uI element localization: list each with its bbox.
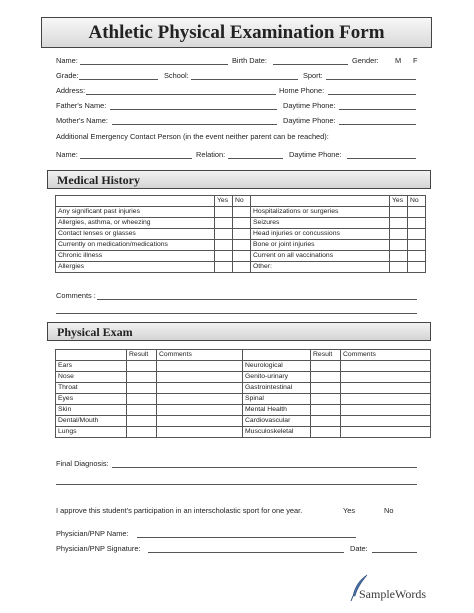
table-row bbox=[56, 240, 426, 251]
condition-label: Other: bbox=[251, 262, 390, 273]
ec-name-field[interactable] bbox=[80, 158, 192, 159]
result-cell[interactable] bbox=[311, 361, 341, 372]
header-cell bbox=[251, 196, 390, 207]
birth-date-label: Birth Date: bbox=[232, 56, 267, 65]
comments-cell[interactable] bbox=[157, 383, 243, 394]
fathers-daytime-phone-label: Daytime Phone: bbox=[283, 101, 336, 110]
address-field[interactable] bbox=[86, 94, 276, 95]
result-cell[interactable] bbox=[127, 405, 157, 416]
exam-item-label: Lungs bbox=[56, 427, 127, 438]
mothers-daytime-phone-field[interactable] bbox=[339, 124, 416, 125]
comments-label: Comments : bbox=[56, 291, 96, 300]
approval-no-option[interactable]: No bbox=[384, 506, 394, 515]
table-row bbox=[56, 361, 431, 372]
table-row bbox=[56, 416, 431, 427]
emergency-contact-label: Additional Emergency Contact Person (in the event neither parent can be reached): bbox=[56, 132, 329, 141]
name-label: Name: bbox=[56, 56, 78, 65]
date-field[interactable] bbox=[372, 552, 417, 553]
final-diagnosis-line-1[interactable] bbox=[112, 467, 417, 468]
condition-label: Seizures bbox=[251, 218, 390, 229]
condition-label: Any significant past injuries bbox=[56, 207, 215, 218]
gender-m-option[interactable]: M bbox=[395, 56, 402, 65]
no-checkbox[interactable] bbox=[408, 229, 426, 240]
physical-exam-header bbox=[47, 322, 431, 341]
no-header: No bbox=[408, 196, 426, 207]
samplewords-logo bbox=[347, 574, 437, 604]
comments-header: Comments bbox=[157, 350, 243, 361]
medical-history-title: Medical History bbox=[57, 173, 140, 187]
result-cell[interactable] bbox=[311, 405, 341, 416]
final-diagnosis-label: Final Diagnosis: bbox=[56, 459, 109, 468]
header-cell bbox=[56, 350, 127, 361]
ec-daytime-phone-field[interactable] bbox=[347, 158, 416, 159]
exam-item-label: Gastrointestinal bbox=[243, 383, 311, 394]
final-diagnosis-line-2[interactable] bbox=[56, 484, 417, 485]
comments-cell[interactable] bbox=[341, 372, 431, 383]
birth-date-field[interactable] bbox=[273, 64, 348, 65]
exam-item-label: Spinal bbox=[243, 394, 311, 405]
yes-checkbox[interactable] bbox=[215, 218, 233, 229]
result-cell[interactable] bbox=[127, 361, 157, 372]
no-checkbox[interactable] bbox=[408, 218, 426, 229]
result-header: Result bbox=[127, 350, 157, 361]
no-checkbox[interactable] bbox=[233, 207, 251, 218]
logo-text: SampleWords bbox=[359, 587, 427, 601]
school-field[interactable] bbox=[191, 79, 298, 80]
no-checkbox[interactable] bbox=[233, 251, 251, 262]
table-row bbox=[56, 405, 431, 416]
physician-signature-label: Physician/PNP Signature: bbox=[56, 544, 141, 553]
comments-cell[interactable] bbox=[157, 416, 243, 427]
yes-checkbox[interactable] bbox=[390, 262, 408, 273]
table-row bbox=[56, 372, 431, 383]
exam-item-label: Genito-urinary bbox=[243, 372, 311, 383]
result-cell[interactable] bbox=[311, 416, 341, 427]
condition-label: Currently on medication/medications bbox=[56, 240, 215, 251]
exam-item-label: Musculoskeletal bbox=[243, 427, 311, 438]
physician-name-label: Physician/PNP Name: bbox=[56, 529, 129, 538]
gender-label: Gender: bbox=[352, 56, 379, 65]
result-cell[interactable] bbox=[311, 427, 341, 438]
page-title: Athletic Physical Examination Form bbox=[88, 22, 385, 43]
result-cell[interactable] bbox=[311, 372, 341, 383]
table-row bbox=[56, 251, 426, 262]
comments-line-1[interactable] bbox=[97, 299, 417, 300]
yes-checkbox[interactable] bbox=[215, 262, 233, 273]
result-cell[interactable] bbox=[127, 383, 157, 394]
sport-field[interactable] bbox=[326, 79, 416, 80]
gender-f-option[interactable]: F bbox=[413, 56, 418, 65]
exam-item-label: Eyes bbox=[56, 394, 127, 405]
no-checkbox[interactable] bbox=[233, 262, 251, 273]
yes-header: Yes bbox=[215, 196, 233, 207]
no-checkbox[interactable] bbox=[233, 229, 251, 240]
result-cell[interactable] bbox=[127, 427, 157, 438]
comments-cell[interactable] bbox=[157, 405, 243, 416]
header-cell bbox=[243, 350, 311, 361]
grade-field[interactable] bbox=[79, 79, 158, 80]
header-cell bbox=[56, 196, 215, 207]
comments-line-2[interactable] bbox=[56, 313, 417, 314]
condition-label: Head injuries or concussions bbox=[251, 229, 390, 240]
ec-daytime-phone-label: Daytime Phone: bbox=[289, 150, 342, 159]
result-cell[interactable] bbox=[127, 394, 157, 405]
table-row bbox=[56, 218, 426, 229]
comments-cell[interactable] bbox=[157, 394, 243, 405]
condition-label: Current on all vaccinations bbox=[251, 251, 390, 262]
condition-label: Bone or joint injuries bbox=[251, 240, 390, 251]
fathers-name-label: Father's Name: bbox=[56, 101, 107, 110]
condition-label: Allergies bbox=[56, 262, 215, 273]
medical-history-header bbox=[47, 170, 431, 189]
fathers-daytime-phone-field[interactable] bbox=[339, 109, 416, 110]
comments-cell[interactable] bbox=[157, 361, 243, 372]
exam-item-label: Nose bbox=[56, 372, 127, 383]
no-header: No bbox=[233, 196, 251, 207]
medical-history-table bbox=[55, 195, 426, 273]
approval-statement: I approve this student's participation in an interscholastic sport for one year. bbox=[56, 506, 303, 515]
physical-exam-table bbox=[55, 349, 431, 438]
yes-checkbox[interactable] bbox=[390, 229, 408, 240]
fathers-name-field[interactable] bbox=[110, 109, 277, 110]
yes-checkbox[interactable] bbox=[390, 207, 408, 218]
comments-cell[interactable] bbox=[341, 427, 431, 438]
comments-cell[interactable] bbox=[341, 416, 431, 427]
title-banner bbox=[41, 17, 432, 48]
home-phone-field[interactable] bbox=[328, 94, 416, 95]
result-cell[interactable] bbox=[311, 394, 341, 405]
table-header-row bbox=[56, 196, 426, 207]
home-phone-label: Home Phone: bbox=[279, 86, 325, 95]
exam-item-label: Throat bbox=[56, 383, 127, 394]
name-field[interactable] bbox=[80, 64, 228, 65]
no-checkbox[interactable] bbox=[408, 207, 426, 218]
yes-checkbox[interactable] bbox=[215, 229, 233, 240]
table-row bbox=[56, 394, 431, 405]
table-row bbox=[56, 229, 426, 240]
address-label: Address: bbox=[56, 86, 86, 95]
sport-label: Sport: bbox=[303, 71, 323, 80]
comments-cell[interactable] bbox=[341, 394, 431, 405]
yes-checkbox[interactable] bbox=[215, 240, 233, 251]
table-row bbox=[56, 383, 431, 394]
no-checkbox[interactable] bbox=[408, 262, 426, 273]
yes-checkbox[interactable] bbox=[215, 207, 233, 218]
yes-checkbox[interactable] bbox=[215, 251, 233, 262]
result-cell[interactable] bbox=[127, 416, 157, 427]
table-row bbox=[56, 207, 426, 218]
approval-yes-option[interactable]: Yes bbox=[343, 506, 356, 515]
no-checkbox[interactable] bbox=[233, 218, 251, 229]
exam-item-label: Mental Health bbox=[243, 405, 311, 416]
table-row bbox=[56, 427, 431, 438]
exam-item-label: Neurological bbox=[243, 361, 311, 372]
comments-cell[interactable] bbox=[341, 405, 431, 416]
condition-label: Allergies, asthma, or wheezing bbox=[56, 218, 215, 229]
table-row bbox=[56, 262, 426, 273]
date-label: Date: bbox=[350, 544, 368, 553]
mothers-daytime-phone-label: Daytime Phone: bbox=[283, 116, 336, 125]
no-checkbox[interactable] bbox=[408, 240, 426, 251]
result-cell[interactable] bbox=[311, 383, 341, 394]
exam-item-label: Ears bbox=[56, 361, 127, 372]
result-header: Result bbox=[311, 350, 341, 361]
comments-header: Comments bbox=[341, 350, 431, 361]
exam-item-label: Skin bbox=[56, 405, 127, 416]
mothers-name-field[interactable] bbox=[112, 124, 277, 125]
comments-cell[interactable] bbox=[157, 427, 243, 438]
yes-checkbox[interactable] bbox=[390, 218, 408, 229]
physical-exam-title: Physical Exam bbox=[57, 325, 133, 339]
condition-label: Contact lenses or glasses bbox=[56, 229, 215, 240]
condition-label: Chronic illness bbox=[56, 251, 215, 262]
ec-relation-label: Relation: bbox=[196, 150, 226, 159]
yes-checkbox[interactable] bbox=[390, 251, 408, 262]
no-checkbox[interactable] bbox=[233, 240, 251, 251]
yes-checkbox[interactable] bbox=[390, 240, 408, 251]
comments-cell[interactable] bbox=[341, 383, 431, 394]
table-header-row bbox=[56, 350, 431, 361]
grade-label: Grade: bbox=[56, 71, 79, 80]
ec-name-label: Name: bbox=[56, 150, 78, 159]
physician-name-field[interactable] bbox=[137, 537, 356, 538]
exam-item-label: Dental/Mouth bbox=[56, 416, 127, 427]
condition-label: Hospitalizations or surgeries bbox=[251, 207, 390, 218]
exam-item-label: Cardiovascular bbox=[243, 416, 311, 427]
mothers-name-label: Mother's Name: bbox=[56, 116, 108, 125]
no-checkbox[interactable] bbox=[408, 251, 426, 262]
physician-signature-field[interactable] bbox=[148, 552, 344, 553]
result-cell[interactable] bbox=[127, 372, 157, 383]
school-label: School: bbox=[164, 71, 189, 80]
ec-relation-field[interactable] bbox=[228, 158, 283, 159]
comments-cell[interactable] bbox=[157, 372, 243, 383]
yes-header: Yes bbox=[390, 196, 408, 207]
comments-cell[interactable] bbox=[341, 361, 431, 372]
